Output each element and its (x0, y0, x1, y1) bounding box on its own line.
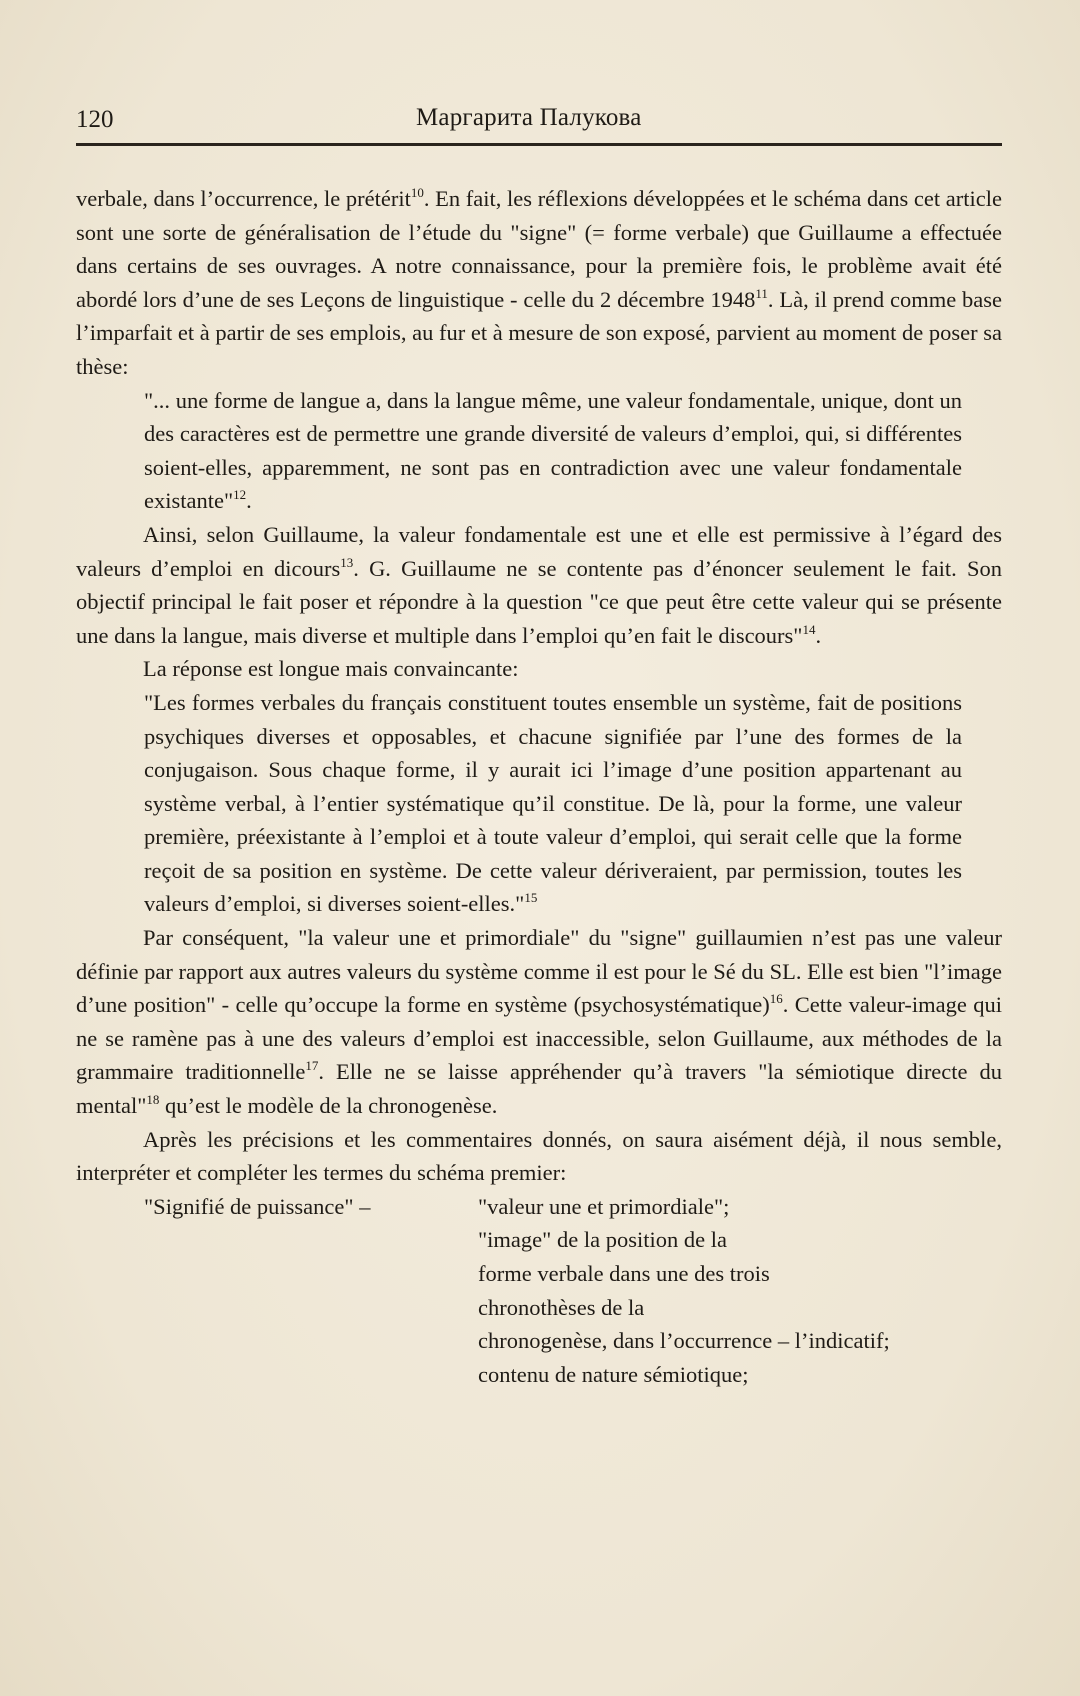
header-rule (76, 143, 1002, 146)
scheme-term: "Signifié de puissance" – (144, 1193, 371, 1219)
paragraph-3: La réponse est longue mais convaincante: (143, 656, 519, 682)
quotation-1: "... une forme de langue a, dans la langue même, une valeur fondamentale, unique, dont un des caractères est de permettre une grande diversité de valeurs d’emploi, qui, si différentes soient-elles, apparemment, ne sont pas en contradiction avec une valeur fondamentale existante"$^{12}$. (144, 387, 962, 514)
scheme-line: forme verbale dans une des trois (478, 1261, 770, 1286)
body-text (76, 182, 1002, 1391)
footnote-ref: 18 (146, 1092, 160, 1108)
footnote-ref: 13 (340, 554, 354, 570)
footnote-ref: 17 (305, 1058, 319, 1074)
scheme-description (478, 1190, 1002, 1392)
footnote-ref: 12 (233, 487, 247, 503)
paragraph-4: Par conséquent, "la valeur une et primordiale" du "signe" guillaumien n’est pas une valeur définie par rapport aux autres valeurs du système comme il est pour le Sé du SL. Elle est bien "l’image d’une position" - celle qu’occupe la forme en système (psychosystématique)$^{16}$. Cette valeur-image qui ne se ramène pas à une des valeurs d’emploi est inaccessible, selon Guillaume, aux méthodes de la grammaire traditionnelle$^{17}$. Elle ne se laisse appréhender qu’à travers "la sémiotique directe du mental"$^{18}$ qu’est le modèle de la chronogenèse. (76, 925, 1002, 1119)
quotation-2: "Les formes verbales du français constituent toutes ensemble un système, fait de positions psychiques diverses et opposables, et chacune signifiée par l’une des formes de la conjugaison. Sous chaque forme, il y aurait ici l’image d’une position appartenant au système verbal, à l’entier systématique qu’il constitue. De là, pour la forme, une valeur première, préexistante à l’emploi et à toute valeur d’emploi, qui serait celle que la forme reçoit de sa position en système. De cette valeur dériveraient, par permission, toutes les valeurs d’emploi, si diverses soient-elles."$^{15}$ (144, 689, 962, 917)
footnote-ref: 16 (769, 991, 783, 1007)
paragraph-2: Ainsi, selon Guillaume, la valeur fondamentale est une et elle est permissive à l’égard des valeurs d’emploi en dicours$^{13}$. G. Guillaume ne se contente pas d’énoncer seulement le fait. Son objectif principal le fait poser et répondre à la question "ce que peut être cette valeur qui se présente une dans la langue, mais diverse et multiple dans l’emploi qu’en fait le discours"$^{14}$. (76, 521, 1002, 648)
paragraph-1: verbale, dans l’occurrence, le prétérit$^{10}$. En fait, les réflexions développées et le schéma dans cet article sont une sorte de généralisation de l’étude du "signe" (= forme verbale) que Guillaume a effectuée dans certains de ses ouvrages. A notre connaissance, pour la première fois, le problème avait été abordé lors d’une de ses Leçons de linguistique - celle du 2 décembre 1948$^{11}$. Là, il prend comme base l’imparfait et à partir de ses emplois, au fur et à mesure de son exposé, parvient au moment de poser sa thèse: (76, 185, 1002, 379)
footnote-ref: 11 (755, 285, 768, 301)
page-number: 120 (76, 106, 114, 133)
scheme-line: "valeur une et primordiale"; (478, 1193, 730, 1219)
paragraph-5: Après les précisions et les commentaires donnés, on saura aisément déjà, il nous semble, interpréter et compléter les termes du schéma premier: (76, 1126, 1002, 1186)
footnote-ref: 10 (410, 185, 424, 200)
footnote-ref: 15 (524, 890, 538, 906)
scheme-definition (76, 1190, 1002, 1392)
page-header (76, 98, 1002, 142)
footnote-ref: 14 (802, 621, 816, 637)
scheme-line: chronothèses de la (478, 1294, 645, 1320)
scheme-line: chronogenèse, dans l’occurrence – l’indicatif; (478, 1328, 890, 1354)
scheme-line: "image" de la position de la (478, 1227, 727, 1253)
scheme-line: contenu de nature sémiotique; (478, 1361, 749, 1387)
running-title: Маргарита Палукова (416, 104, 642, 131)
